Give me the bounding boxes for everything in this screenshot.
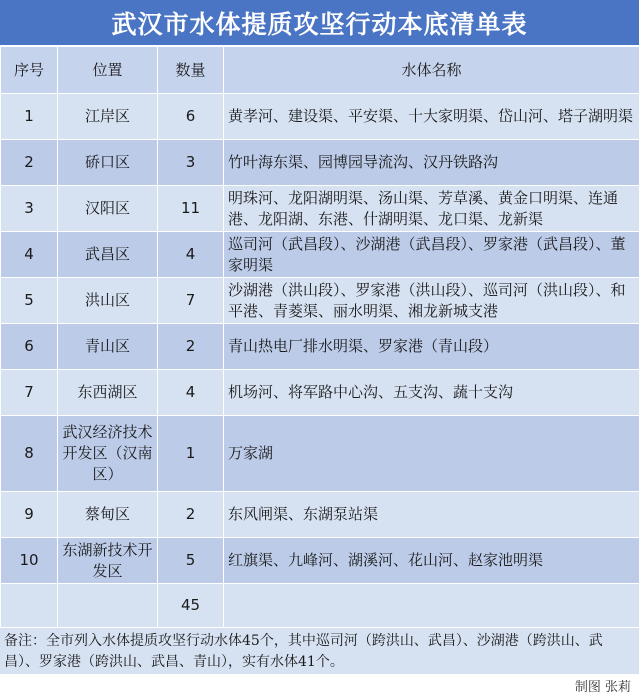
row-count: 6 [158,94,224,140]
row-names: 红旗渠、九峰河、湖溪河、花山河、赵家池明渠 [224,538,639,584]
row-index: 4 [1,232,58,278]
row-index: 7 [1,370,58,416]
row-count: 2 [158,324,224,370]
table-row [1,538,639,584]
row-location: 硚口区 [58,140,158,186]
row-count: 1 [158,416,224,492]
row-location: 蔡甸区 [58,492,158,538]
row-location: 武昌区 [58,232,158,278]
table-row [1,416,639,492]
header-location: 位置 [58,47,158,94]
row-count: 2 [158,492,224,538]
total-names [224,584,639,628]
row-location: 洪山区 [58,278,158,324]
row-names: 万家湖 [224,416,639,492]
row-count: 11 [158,186,224,232]
table-row [1,232,639,278]
total-index [1,584,58,628]
water-body-table [0,46,639,628]
header-index: 序号 [1,47,58,94]
table-row [1,140,639,186]
table-title: 武汉市水体提质攻坚行动本底清单表 [0,0,639,45]
table-row [1,278,639,324]
row-names: 东风闸渠、东湖泵站渠 [224,492,639,538]
row-index: 6 [1,324,58,370]
row-index: 5 [1,278,58,324]
row-location: 江岸区 [58,94,158,140]
row-index: 8 [1,416,58,492]
total-location [58,584,158,628]
row-names: 青山热电厂排水明渠、罗家港（青山段） [224,324,639,370]
row-location: 东西湖区 [58,370,158,416]
row-index: 1 [1,94,58,140]
footnote: 备注：全市列入水体提质攻坚行动水体45个，其中巡司河（跨洪山、武昌）、沙湖港（跨洪山、武昌）、罗家港（跨洪山、武昌、青山），实有水体41个。 [0,628,639,674]
total-count: 45 [158,584,224,628]
total-row [1,584,639,628]
table-row [1,94,639,140]
credit: 制图 张莉 [574,680,631,695]
table-row [1,324,639,370]
row-index: 10 [1,538,58,584]
row-count: 4 [158,232,224,278]
row-names: 黄孝河、建设渠、平安渠、十大家明渠、岱山河、塔子湖明渠 [224,94,639,140]
row-count: 3 [158,140,224,186]
header-count: 数量 [158,47,224,94]
row-location: 武汉经济技术开发区（汉南区） [58,416,158,492]
row-location: 汉阳区 [58,186,158,232]
row-count: 5 [158,538,224,584]
header-names: 水体名称 [224,47,639,94]
row-index: 3 [1,186,58,232]
row-index: 2 [1,140,58,186]
row-names: 机场河、将军路中心沟、五支沟、蔬十支沟 [224,370,639,416]
table-row [1,370,639,416]
row-count: 4 [158,370,224,416]
table-row [1,186,639,232]
row-count: 7 [158,278,224,324]
table-row [1,492,639,538]
row-names: 明珠河、龙阳湖明渠、汤山渠、芳草溪、黄金口明渠、连通港、龙阳湖、东港、什湖明渠、龙口渠、龙新渠 [224,186,639,232]
header-row [1,47,639,94]
row-names: 竹叶海东渠、园博园导流沟、汉丹铁路沟 [224,140,639,186]
row-names: 沙湖港（洪山段）、罗家港（洪山段）、巡司河（洪山段）、和平港、青菱渠、丽水明渠、湘龙新城支港 [224,278,639,324]
row-location: 东湖新技术开发区 [58,538,158,584]
row-location: 青山区 [58,324,158,370]
row-names: 巡司河（武昌段）、沙湖港（武昌段）、罗家港（武昌段）、董家明渠 [224,232,639,278]
row-index: 9 [1,492,58,538]
